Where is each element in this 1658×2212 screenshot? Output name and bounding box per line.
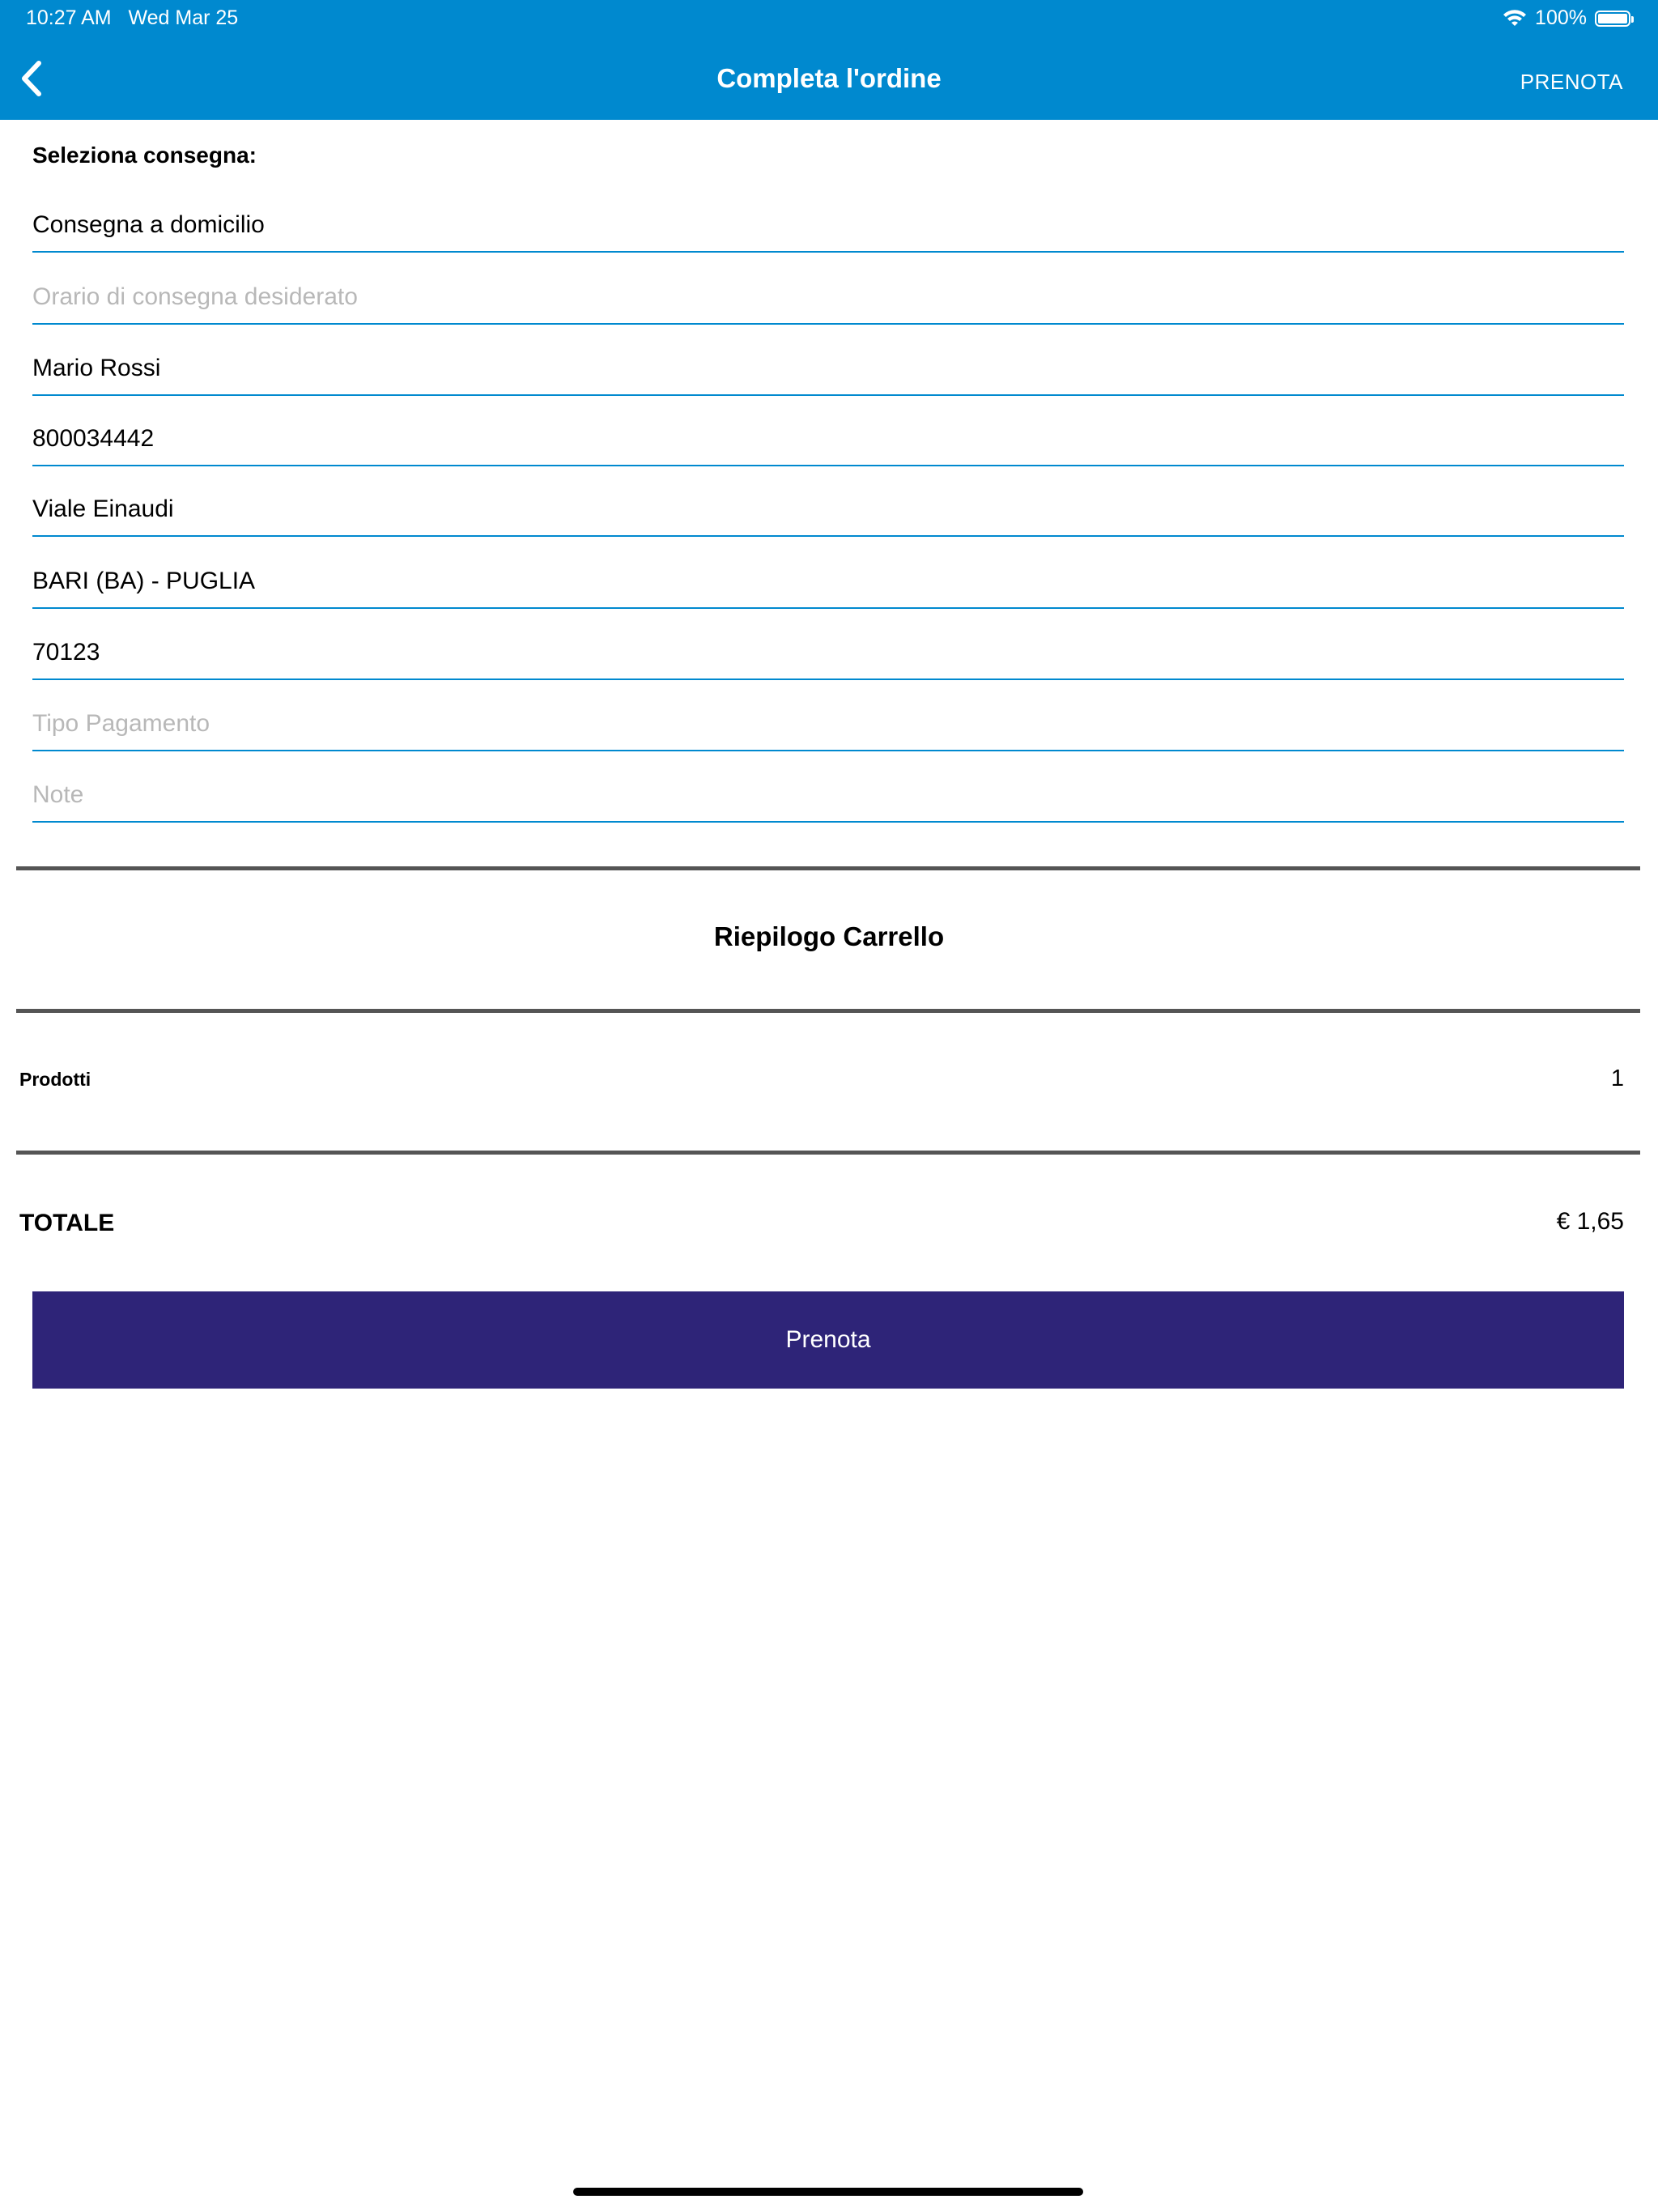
home-indicator [573, 2188, 1083, 2196]
divider [16, 1151, 1640, 1155]
nav-bar [0, 0, 1658, 120]
status-time: 10:27 AM Wed Mar 25 [26, 6, 239, 29]
payment-type-field[interactable] [32, 701, 1624, 751]
city-field[interactable] [32, 559, 1624, 609]
battery-percent: 100% [1535, 6, 1587, 29]
delivery-time-input[interactable] [32, 274, 1624, 320]
phone-input[interactable] [32, 416, 1624, 462]
divider [16, 1009, 1640, 1013]
address-input[interactable] [32, 487, 1624, 532]
prenota-button[interactable]: Prenota [32, 1291, 1624, 1389]
notes-input[interactable] [32, 772, 1624, 818]
divider [16, 866, 1640, 870]
name-input[interactable] [32, 346, 1624, 391]
postal-code-input[interactable] [32, 630, 1624, 675]
name-field[interactable] [32, 346, 1624, 396]
status-right [1503, 6, 1630, 30]
notes-field[interactable] [32, 772, 1624, 823]
prenota-nav-button[interactable]: PRENOTA [1520, 70, 1623, 94]
products-count: 1 [1610, 1066, 1624, 1091]
products-label: Prodotti [19, 1069, 91, 1090]
delivery-time-field[interactable] [32, 274, 1624, 325]
total-label: TOTALE [19, 1210, 115, 1236]
phone-field[interactable] [32, 416, 1624, 466]
delivery-type-field[interactable] [32, 202, 1624, 253]
delivery-section-label: Seleziona consegna: [32, 143, 257, 168]
page-title: Completa l'ordine [716, 63, 942, 93]
total-value: € 1,65 [1556, 1208, 1624, 1235]
address-field[interactable] [32, 487, 1624, 537]
battery-icon [1595, 11, 1630, 27]
delivery-type-input[interactable] [32, 202, 1624, 248]
payment-type-input[interactable] [32, 701, 1624, 747]
cart-summary-title: Riepilogo Carrello [713, 921, 945, 951]
postal-code-field[interactable] [32, 630, 1624, 680]
wifi-icon [1503, 9, 1527, 28]
city-input[interactable] [32, 559, 1624, 604]
